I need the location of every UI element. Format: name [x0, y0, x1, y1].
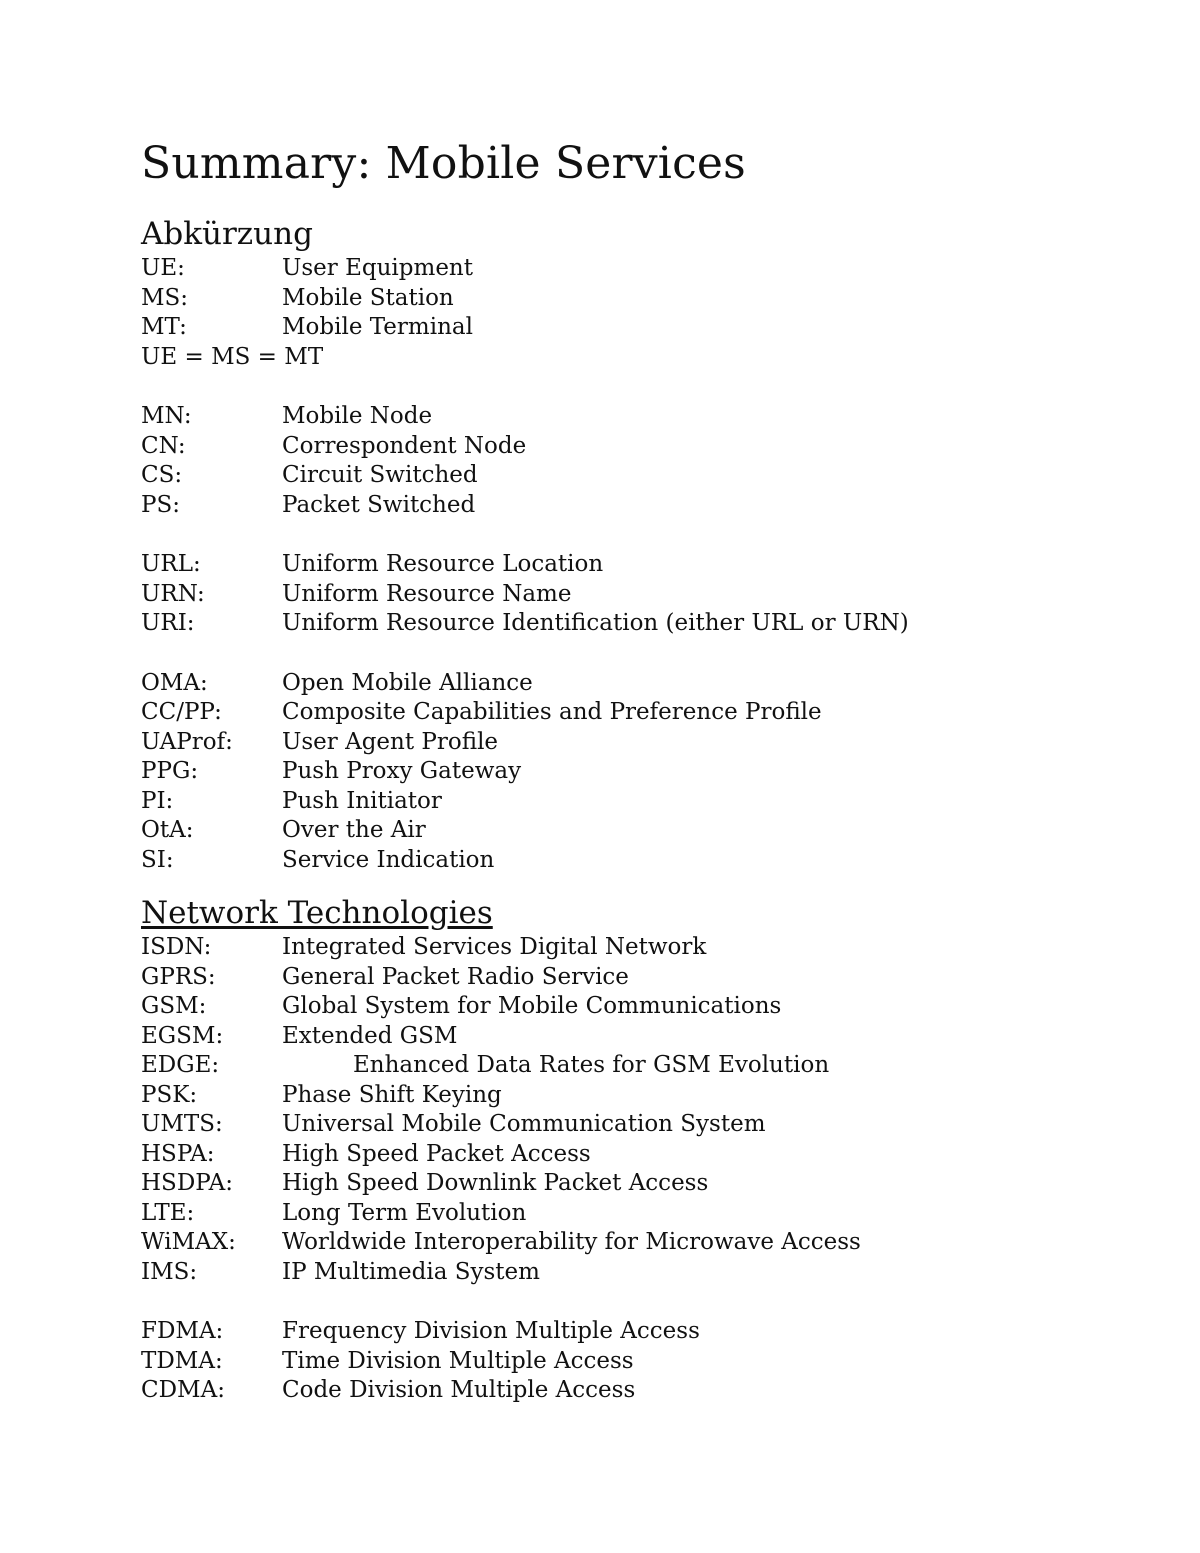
- abbreviation-row: [141, 669, 1141, 699]
- abbreviation-row: [141, 1051, 1141, 1081]
- abbreviation-group-network: [141, 933, 1141, 1287]
- abbreviation-definition: Over the Air: [282, 817, 426, 843]
- section-heading-abkuerzung: Abkürzung: [141, 216, 313, 252]
- abbreviation-term: PI:: [141, 787, 174, 814]
- abbreviation-definition: Global System for Mobile Communications: [282, 993, 782, 1019]
- abbreviation-row: [141, 313, 1141, 343]
- abbreviation-term: HSDPA:: [141, 1170, 233, 1196]
- abbreviation-row: [141, 402, 1141, 432]
- abbreviation-definition: Time Division Multiple Access: [282, 1347, 634, 1374]
- abbreviation-definition: Frequency Division Multiple Access: [282, 1318, 700, 1344]
- abbreviation-term: CC/PP:: [141, 699, 222, 725]
- abbreviation-row: [141, 846, 1141, 876]
- abbreviation-row: [141, 992, 1141, 1022]
- abbreviation-definition: Mobile Station: [282, 284, 454, 311]
- abbreviation-group-nodes: [141, 402, 1141, 520]
- abbreviation-definition: Phase Shift Keying: [282, 1081, 502, 1108]
- abbreviation-definition: Circuit Switched: [282, 462, 478, 488]
- abbreviation-definition: Service Indication: [282, 846, 495, 873]
- abbreviation-definition: Mobile Node: [282, 403, 433, 429]
- abbreviation-term: GPRS:: [141, 963, 216, 990]
- abbreviation-term: IMS:: [141, 1258, 198, 1285]
- abbreviation-term: URN:: [141, 580, 205, 607]
- abbreviation-definition: Composite Capabilities and Preference Profile: [282, 699, 822, 725]
- abbreviation-row: [141, 1228, 1141, 1258]
- abbreviation-term: UMTS:: [141, 1111, 223, 1137]
- abbreviation-group-devices: [141, 254, 1141, 372]
- abbreviation-row: [141, 580, 1141, 610]
- abbreviation-term: HSPA:: [141, 1140, 215, 1167]
- abbreviation-term: TDMA:: [141, 1347, 223, 1374]
- abbreviation-row: [141, 1169, 1141, 1199]
- abbreviation-group-multiple-access: [141, 1317, 1141, 1406]
- abbreviation-definition: Uniform Resource Location: [282, 551, 604, 577]
- abbreviation-row: [141, 757, 1141, 787]
- abbreviation-definition: High Speed Downlink Packet Access: [282, 1170, 709, 1196]
- page-title: Summary: Mobile Services: [141, 138, 746, 189]
- abbreviation-term: OtA:: [141, 817, 194, 843]
- abbreviation-definition: Open Mobile Alliance: [282, 669, 533, 696]
- abbreviation-term: MS:: [141, 284, 189, 311]
- abbreviation-row: [141, 698, 1141, 728]
- abbreviation-definition: Universal Mobile Communication System: [282, 1111, 766, 1137]
- abbreviation-term: ISDN:: [141, 934, 212, 960]
- abbreviation-term: UAProf:: [141, 728, 233, 755]
- abbreviation-row: [141, 550, 1141, 580]
- abbreviation-definition: Mobile Terminal: [282, 314, 473, 340]
- abbreviation-term: URL:: [141, 551, 201, 577]
- abbreviation-row: [141, 284, 1141, 314]
- abbreviation-definition: User Equipment: [282, 255, 473, 281]
- abbreviation-term: UE:: [141, 255, 185, 281]
- abbreviation-definition: Uniform Resource Name: [282, 580, 572, 607]
- section-heading-network-technologies: Network Technologies: [141, 895, 493, 931]
- abbreviation-term: MN:: [141, 403, 192, 429]
- abbreviation-group-oma: [141, 669, 1141, 876]
- equality-note: UE = MS = MT: [141, 343, 324, 370]
- abbreviation-definition: Push Proxy Gateway: [282, 758, 522, 784]
- abbreviation-row: [141, 1376, 1141, 1406]
- abbreviation-row: [141, 461, 1141, 491]
- abbreviation-definition: Packet Switched: [282, 491, 476, 518]
- abbreviation-row: [141, 963, 1141, 993]
- abbreviation-definition: Worldwide Interoperability for Microwave Access: [282, 1229, 861, 1255]
- abbreviation-term: CN:: [141, 432, 186, 459]
- abbreviation-term: SI:: [141, 846, 174, 873]
- abbreviation-definition: User Agent Profile: [282, 728, 499, 755]
- abbreviation-term: CS:: [141, 462, 183, 488]
- abbreviation-term: EGSM:: [141, 1022, 224, 1049]
- abbreviation-row: [141, 933, 1141, 963]
- abbreviation-term: FDMA:: [141, 1318, 224, 1344]
- abbreviation-definition: Uniform Resource Identification (either URL or URN): [282, 610, 909, 636]
- abbreviation-row: [141, 1347, 1141, 1377]
- abbreviation-term: MT:: [141, 314, 187, 340]
- abbreviation-row: [141, 254, 1141, 284]
- abbreviation-definition: IP Multimedia System: [282, 1258, 540, 1285]
- abbreviation-row: [141, 491, 1141, 521]
- abbreviation-definition: Correspondent Node: [282, 432, 527, 459]
- abbreviation-row: [141, 1110, 1141, 1140]
- abbreviation-row: [141, 787, 1141, 817]
- abbreviation-row: [141, 432, 1141, 462]
- abbreviation-row: [141, 728, 1141, 758]
- abbreviation-definition: Code Division Multiple Access: [282, 1377, 636, 1403]
- abbreviation-term: EDGE:: [141, 1052, 220, 1078]
- abbreviation-row: [141, 1081, 1141, 1111]
- abbreviation-definition: Extended GSM: [282, 1022, 458, 1049]
- abbreviation-definition: Long Term Evolution: [282, 1199, 527, 1226]
- abbreviation-term: LTE:: [141, 1199, 195, 1226]
- abbreviation-group-resources: [141, 550, 1141, 639]
- abbreviation-definition: High Speed Packet Access: [282, 1140, 591, 1167]
- abbreviation-term: GSM:: [141, 993, 207, 1019]
- abbreviation-term: URI:: [141, 610, 195, 636]
- document-page: [141, 136, 1141, 1406]
- abbreviation-definition: Enhanced Data Rates for GSM Evolution: [353, 1052, 830, 1078]
- abbreviation-term: OMA:: [141, 669, 208, 696]
- abbreviation-term: WiMAX:: [141, 1229, 236, 1255]
- abbreviation-row: [141, 1022, 1141, 1052]
- abbreviation-row: [141, 609, 1141, 639]
- abbreviation-row: [141, 1317, 1141, 1347]
- abbreviation-definition: Integrated Services Digital Network: [282, 934, 707, 960]
- abbreviation-definition: Push Initiator: [282, 787, 442, 814]
- abbreviation-term: PSK:: [141, 1081, 198, 1108]
- abbreviation-term: PPG:: [141, 758, 199, 784]
- abbreviation-term: PS:: [141, 491, 180, 518]
- abbreviation-row: [141, 1199, 1141, 1229]
- abbreviation-term: CDMA:: [141, 1377, 225, 1403]
- abbreviation-row: [141, 1258, 1141, 1288]
- abbreviation-row: [141, 816, 1141, 846]
- abbreviation-row: [141, 1140, 1141, 1170]
- abbreviation-definition: General Packet Radio Service: [282, 963, 629, 990]
